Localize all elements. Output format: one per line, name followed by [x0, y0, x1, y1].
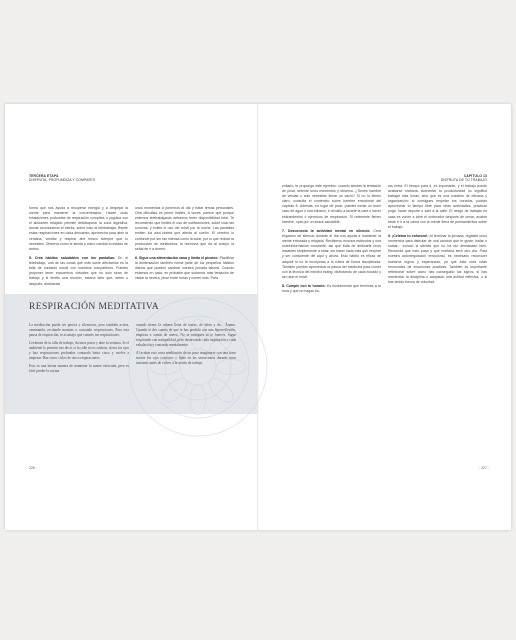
left-column-1	[29, 206, 128, 291]
left-running-header	[29, 174, 95, 182]
habit-heading: 9. ¡Celebra tu esfuerzo!:	[388, 234, 429, 239]
box-column-1	[29, 323, 129, 378]
paragraph-habit-9: 9. ¡Celebra tu esfuerzo!: Al terminar la jornada, regálate unos momentos para disfrutar de una canción que te guste, bailar o cantar... incluso si sientes que no ha ido demasiado bien. Recuerda que todo pasa y que mañana será otro día. Para nuestra autorregulación emocional, es necesario reconocer nuestros logros y esperanzas, ya que éste crea rutas neuronales de emociones positivas. También es importante reflexionar sobre cómo has conseguido tus logros, si has mantenido la disciplina o adoptado una actitud reflexiva, o si has tenido fuerza de voluntad.	[388, 234, 487, 284]
paragraph: evitarlo, te propongo este ejercicio: cuando sientas la tentación de picar, detente unos momentos y observa. ¿Tienes hambre de verdad o sólo necesitas llenar un vacío? Si no lo tienes claro, consulta el contenido sobre hambre emocional del capítulo 8. Además, en lugar de picar, puedes tomar un buen vaso de agua o una infusión, ir al baño a lavarte la cara o hacer estiramientos o ejercicios de respiración. Si realmente tienes hambre, opta por un snack saludable.	[282, 184, 381, 224]
habit-heading: 7. Desconecta la actividad mental en silencio:	[282, 228, 371, 233]
box-paragraph: Al acabar esta corta meditación de un paso imaginario con una frase motriz los ojos correctos y fíjate en las sensaciones durante unos instantes antes de volver a la sesión de trabajo.	[136, 351, 236, 366]
paragraph: ras extra. El tiempo para ti, es importante, y el trabajo puede acabarse mañana. Aumentar tu productividad no significa trabajar más horas, sino que es una cuestión de eficacia y organización: si consigues respetar tus horarios, podrás aprovechar tu tiempo libre para otras actividades, practicar yoga, hacer deporte o salir a la calle. El riesgo de trabajar en casa es volver a abrir el ordenador después de cenar, acabar tarde e ir a la cama con la mente llena de pensamientos sobre el trabajo.	[388, 184, 487, 229]
right-column-1	[282, 184, 381, 298]
paragraph-habit-6: 6. Sigue una alimentación sana y limita el picoteo: Planificar la alimentación también forma parte de los pequeños hábitos diarios que pueden cambiar nuestra jornada laboral. Cuando estamos en casa, es probable que sintamos más tentación de visitar la nevera, picar entre horas y comer más. Para	[135, 256, 234, 281]
paragraph: unos momentos a ponernos al día y tratar temas personales. Otra dificultad es poner límites. A veces, parece que porque estemos teletrabajando debamos tener disponibilidad total. Te recomiendo que limites el uso de notificaciones, sobre todo las sonoras, y evites el uso del móvil por la noche. Las pantallas emiten luz azul-violeta que afecta al sueño. El cerebro lo confunde por ser tan intensa como la solar, por lo que reduce la producción de melatonina, la hormona que da al cuerpo la señal de ir a dormir.	[135, 206, 234, 251]
paragraph-habit-5: 5. Crea hábitos saludables con las pantallas: En el teletrabajo, una de las cosas que más suele afectarnos es la falta de contacto social con nuestros compañeros. Puedes proponer tener encuentros virtuales que no solo sean de trabajo y si tenéis una reunión, estaría bien que, antes o después, dedicarais	[29, 256, 129, 286]
section-label: TERCERA ETAPA	[29, 174, 59, 178]
habit-heading: 5. Crea hábitos saludables con las pantallas:	[29, 256, 116, 261]
left-page-number: · 226 ·	[27, 466, 37, 470]
left-column-2	[135, 206, 234, 286]
section-subtitle: DISFRUTA, PROFUNDIZA Y COMPARTE	[29, 178, 96, 183]
habit-heading: 8. Cumple con tu horario:	[282, 284, 326, 289]
paragraph-habit-7: 7. Desconecta la actividad mental en silencio: Crea espacios de silencio durante el día nos ayuda a mantener la mente enfocada y relajada. Recibimos muchos estímulos y una sobreinformación constante, así que trata de dedicarte unos instantes simplemente a estar, sin hacer nada más que respirar y ser consciente del aquí y ahora. Esto hábito es eficaz de adquirir si no te incorporas a tu rutina de forma disciplinada. También puedes aprovechar la pausa del mediodía para comer con la técnica del mindful eating: disfrutando de cada bocado y sin usar el móvil.	[282, 228, 382, 279]
book-spread	[5, 104, 511, 530]
right-running-header	[441, 174, 487, 182]
right-page-number: · 227 ·	[479, 466, 489, 470]
left-page	[5, 104, 258, 530]
chapter-subtitle: DISFRUTA DE TU TRABAJO	[440, 178, 487, 183]
box-column-2	[136, 323, 236, 369]
meditation-box	[5, 294, 258, 414]
right-column-2	[388, 184, 487, 289]
box-paragraph: cuando tienes la cabeza llena de tareas, de ideas y de... Ánimo. Cuando te des cuenta de que te has perdido con una hiperreflexión, empieza a contar de nuevo. No te castigues ni te fuerces. Sigue respirando con tranquilidad, pero observando cada inspiración y cada exhalación y contando mentalmente.	[136, 323, 236, 347]
box-paragraph: Levántate de tu silla de trabajo, da unos pasos y abre la ventana. Si el ambiente lo permite tres decir, si la calle no es ruidosa, cierra los ojos y haz respiraciones profundas contando hasta cinco y vuelve a empezar. Haz cinco ciclos de cinco respiraciones.	[29, 341, 129, 361]
paragraph-habit-8: 8. Cumple con tu horario: Es fundamental que termines a tu hora y que no hagas ho-	[282, 284, 381, 294]
right-page	[258, 104, 511, 530]
box-title: RESPIRACIÓN MEDITATIVA	[29, 302, 160, 312]
box-paragraph: La meditación puede ser pasiva y silenciosa, pero también activa, caminando, recitando mantras o contando respiraciones. Para esta pausa de respiración, te aconsejo que cuentes tus respiraciones.	[29, 323, 129, 337]
chapter-label: CAPÍTULO 13	[463, 174, 487, 178]
box-paragraph: Esto es una buena manera de mantener la mente enfocada, pero es fácil perder la cuenta	[29, 364, 129, 374]
habit-heading: 6. Sigue una alimentación sana y limita el picoteo:	[135, 256, 219, 261]
paragraph: forma que nos ayuda a recuperar energía y a despejar la mente para mantener la concentración. Hacen unas inhalaciones profundas de respiración completa o yóguica con el abdomen relajado permite desbloquear la zona digestiva, donde acumulamos el estrés, sobre todo al teletrabajar. Repite estas respiraciones en cada descanso; aprovecha para abrir la ventana, ventilar y respirar aire fresco siempre que lo necesites. Observa cómo te sienta y cómo cambia tu estado de ánimo.	[29, 206, 128, 251]
